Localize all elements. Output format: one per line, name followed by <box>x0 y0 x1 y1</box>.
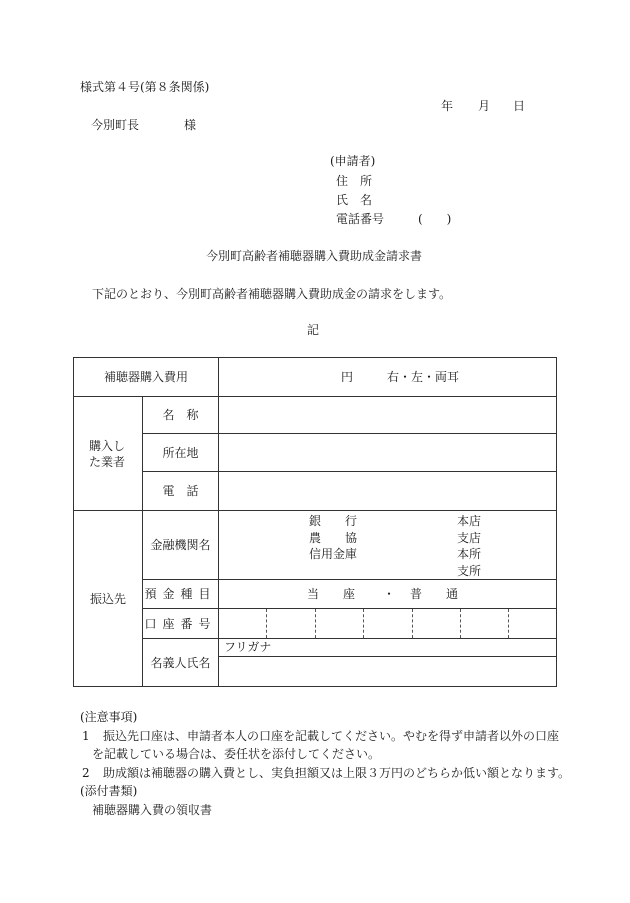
branch-type-head: 本店 <box>457 514 482 528</box>
bank-type-shinkin: 信用金庫 <box>309 547 358 561</box>
date-month: 月 <box>478 99 491 113</box>
branch-type-honsho: 本所 <box>457 547 482 561</box>
date-day: 日 <box>513 99 526 113</box>
branch-type-shisho: 支所 <box>457 564 482 578</box>
deposit-current: 当 座 <box>307 587 356 601</box>
applicant-address-label: 住 所 <box>336 174 373 188</box>
applicant-name-label: 氏 名 <box>336 193 373 207</box>
cost-label: 補聴器購入費用 <box>103 370 188 384</box>
deposit-ordinary: 普 通 <box>410 587 459 601</box>
transfer-group-label: 振込先 <box>89 591 126 606</box>
bank-type-bank: 銀 行 <box>309 514 358 528</box>
furigana-label: フリガナ <box>224 640 272 654</box>
vendor-location-label: 所在地 <box>162 445 199 460</box>
bank-label: 金融機関名 <box>150 538 211 552</box>
vendor-name-label: 名 称 <box>162 408 199 422</box>
document-title: 今別町高齢者補聴器購入費助成金請求書 <box>206 249 423 263</box>
bank-type-agri: 農 協 <box>309 531 358 545</box>
addressee-honorific: 様 <box>184 118 197 132</box>
intro-text: 下記のとおり、今別町高齢者補聴器購入費助成金の請求をします。 <box>92 287 452 301</box>
vendor-phone-label: 電 話 <box>162 484 199 498</box>
note-1-line-1: 振込先口座は、申請者本人の口座を記載してください。やむを得ず申請者以外の口座 <box>103 729 560 743</box>
note-1-number: 1 <box>82 729 90 743</box>
form-number: 様式第４号(第８条関係) <box>80 80 210 94</box>
date-year: 年 <box>441 99 454 113</box>
note-1-line-2: を記載している場合は、委任状を添付してください。 <box>92 747 381 761</box>
attachments-heading: (添付書類) <box>80 784 138 798</box>
deposit-separator: ・ <box>383 587 396 601</box>
attachment-item: 補聴器購入費の領収書 <box>92 803 213 817</box>
cost-yen: 円 <box>341 370 354 384</box>
ki-label: 記 <box>307 323 320 337</box>
branch-type-branch: 支店 <box>457 531 482 545</box>
account-holder-label: 名義人氏名 <box>150 655 211 670</box>
applicant-label: (申請者) <box>330 154 376 168</box>
note-2-text: 助成額は補聴器の購入費とし、実負担額又は上限３万円のどちらか低い額となります。 <box>103 766 571 780</box>
addressee: 今別町長 <box>91 118 140 132</box>
applicant-phone-paren: ( ) <box>418 212 452 226</box>
cost-ears: 右・左・両耳 <box>387 370 460 384</box>
applicant-phone-label: 電話番号 <box>336 212 385 226</box>
vendor-group-label: 購入した業者 <box>88 438 125 469</box>
notes-heading: (注意事項) <box>80 710 138 724</box>
deposit-label: 預金種目 <box>144 587 217 601</box>
note-2-number: 2 <box>82 766 90 780</box>
account-number-label: 口座番号 <box>144 616 217 631</box>
